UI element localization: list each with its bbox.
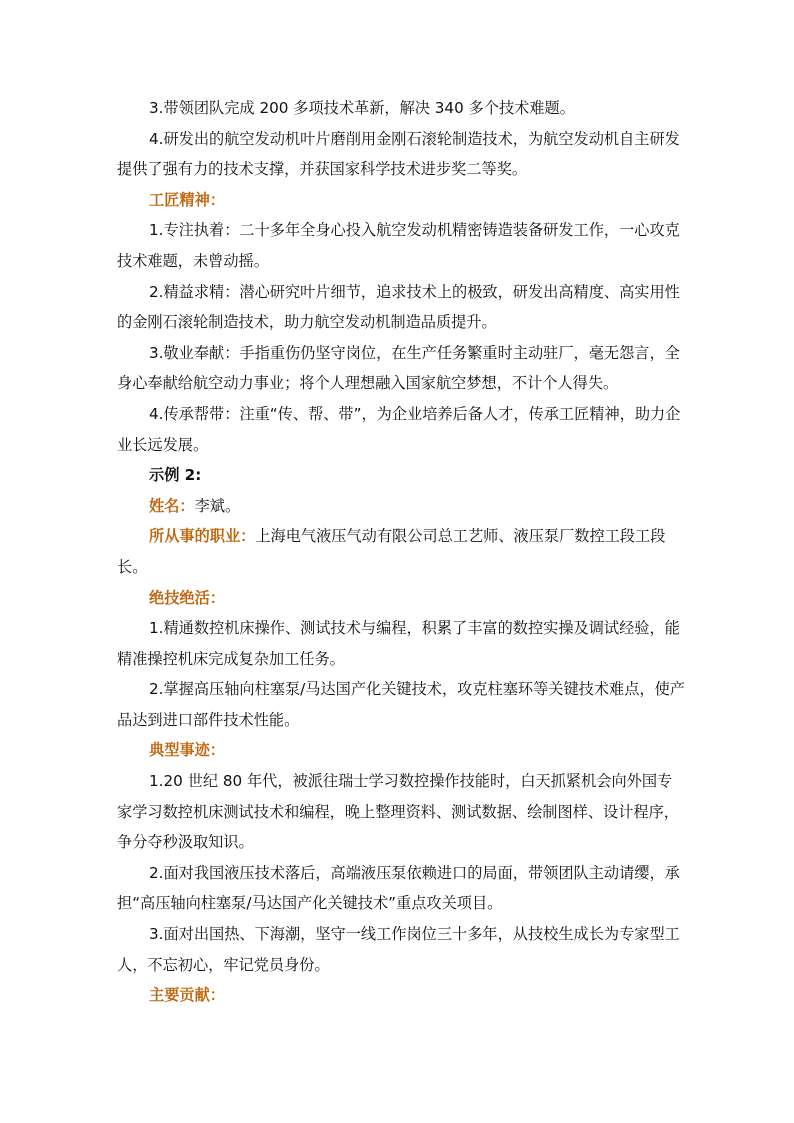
name-value: 李斌。 [194,496,241,515]
deed-item-2: 2.面对我国液压技术落后，高端液压泵依赖进口的局面，带领团队主动请缨，承担“高压轴向柱塞泵/马达国产化关键技术”重点攻关项目。 [117,863,680,913]
name-line [117,491,687,522]
section-heading-main-contributions: 主要贡献： [149,986,225,1005]
spirit-item-2: 2.精益求精：潜心研究叶片细节，追求技术上的极致，研发出高精度、高实用性的金刚石滚轮制造技术，助力航空发动机制造品质提升。 [117,282,680,332]
spirit-item-4: 4.传承帮带：注重“传、帮、带”，为企业培养后备人才，传承工匠精神，助力企业长远发展。 [117,404,681,454]
deed-item-1: 1.20 世纪 80 年代，被派往瑞士学习数控操作技能时，白天抓紧机会向外国专家学习数控机床测试技术和编程，晚上整理资料、测试数据、绘制图样、设计程序，争分夺秒汲取知识。 [117,772,679,852]
section-heading-unique-skills: 绝技绝活： [149,588,225,607]
job-label: 所从事的职业： [149,527,256,546]
skill-item-1: 1.精通数控机床操作、测试技术与编程，积累了丰富的数控实操及调试经验，能精准操控机床完成复杂加工任务。 [117,619,680,668]
example-2-heading: 示例 2: [149,466,202,485]
spirit-item-3: 3.敬业奉献：手指重伤仍坚守岗位，在生产任务繁重时主动驻厂，毫无怨言，全身心奉献给航空动力事业；将个人理想融入国家航空梦想，不计个人得失。 [117,343,680,393]
achievement-3: 3.带领团队完成 200 多项技术革新，解决 340 多个技术难题。 [149,99,575,117]
job-line [117,521,687,582]
spirit-item-1: 1.专注执着：二十多年全身心投入航空发动机精密铸造装备研发工作，一心攻克技术难题，未曾动摇。 [117,221,680,270]
achievement-4: 4.研发出的航空发动机叶片磨削用金刚石滚轮制造技术，为航空发动机自主研发提供了强有力的技术支撑，并获国家科学技术进步奖二等奖。 [117,129,680,179]
section-heading-typical-deeds: 典型事迹： [149,741,225,760]
section-heading-craftsman-spirit: 工匠精神： [149,190,225,209]
name-label: 姓名： [149,496,195,515]
deed-item-3: 3.面对出国热、下海潮，坚守一线工作岗位三十多年，从技校生成长为专家型工人，不忘初心，牢记党员身份。 [117,925,680,974]
job-value: 上海电气液压气动有限公司总工艺师、液压泵厂数控工段工段长。 [117,527,666,576]
skill-item-2: 2.掌握高压轴向柱塞泵/马达国产化关键技术，攻克柱塞环等关键技术难点，使产品达到进口部件技术性能。 [117,680,685,729]
document-body [117,93,687,1011]
